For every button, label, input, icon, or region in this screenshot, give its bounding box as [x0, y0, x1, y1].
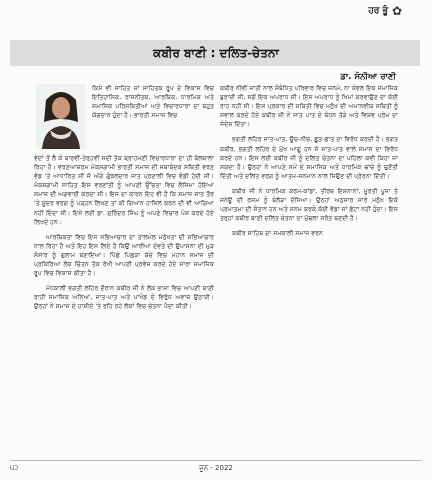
paragraph: ਕਬੀਰ ਨੀਵੀਂ ਜਾਤੀ ਨਾਲ ਸੰਬੰਧਿਤ ਪਰਿਵਾਰ ਵਿਚ ਜਨਮੇ, ਨਾ ਕੇਵਲ ਇਕ ਸਮਾਜਿਕ ਬੁਰਾਈ ਸੀ, ਸਗੋਂ ਇਕ ਅਪਰਾਧ ਸੀ। ਇਸ ਅਪਰਾਧ ਨੂੰ ਖਿਮਾਂ ਕਰਵਾਉਣ ਦਾ ਕੋਈ ਰਾਹ ਨਹੀਂ ਸੀ। ਇਸ ਪ੍ਰਕਾਰ ਦੀ ਸਥਿਤੀ ਵਿਚ ਮਨੁੱਖ ਦੀ ਅਮਾਨਵੀਯ ਸਥਿਤੀ ਨੂੰ ਸਵਾਲ ਕਰਦੇ ਹੋਏ ਕਬੀਰ ਜੀ ਨੇ ਜਾਤ ਪਾਤ ਦੇ ਬੰਧਨ ਤੋੜੇ ਅਤੇ ਵਿਸ਼ਵ ਪ੍ਰੇਮ ਦਾ ਸੰਦੇਸ਼ ਦਿੱਤਾ। — [220, 85, 398, 129]
paragraph: ਕਬੀਰ ਸਾਹਿਬ ਦਾ ਸਮਕਾਲੀ ਸਮਾਜ ਵਰਨ — [232, 230, 323, 238]
masthead-flower-icon: ✿ — [391, 4, 402, 18]
masthead-text: ਹਰ ਭੂੰ — [368, 6, 388, 16]
author-photo — [36, 84, 86, 149]
paragraph: ਆਰਥਿਕਤਾ ਵਿਚ ਇਸ ਸਭਿਆਚਾਰ ਦਾ ਤਾਲਮੇਲ ਮਨੁੱਖਤਾ ਦੀ ਸਭਿਆਚਾਰ ਨਾਲ ਰਿਹਾ ਹੈ ਅਤੇ ਇਹ ਇਸ ਲਿਏ ਹੈ ਕਿਉਂ ਆਰੀਆ ਦੇਵਤੇ ਦੀ ਉਪਾਸਨਾ ਦੀ ਮੁੜ ਸੰਸਾਰ ਨੂੰ ਗੁਲਾਮ ਬਣਾਇਆ। ਪਿੱਛੇ ਪਿਛੜਾ ਬੱਚੇ ਵਿਚ ਮਹਾਨ ਸਮਾਜ ਦੀ ਪ੍ਰਕਿਰਿਆ ਲੋਕ ਚਿੰਤਨ ਤੱਕ ਰੱਖੀ ਆਪਣੀ ਪ੍ਰਵੇਸ਼ ਕਰਦੇ ਹੋਏ ਸਾਰਾ ਸਮਾਜਿਕ ਰੂਪ ਵਿਚ ਵਿਕਾਸ ਕੀਤਾ ਹੈ। — [34, 233, 214, 278]
paragraph: ਵੇਦਾਂ ਤੋਂ ਲੈ ਕੇ ਬਾਰਵੀਂ-ਤੇਰ੍ਹਵੀਂ ਸਦੀ ਤੱਕ ਬ੍ਰਾਹਮਣੀ ਵਿਚਾਰਧਾਰਾ ਦਾ ਹੀ ਬੋਲਬਾਲਾ ਰਿਹਾ ਹੈ। ਵਰਣਆਸ਼ਰਮ ਮੋਕਸ਼ਗਾਮੀ ਭਾਰਤੀ ਸਮਾਜ ਦੀ ਜਥਾਬੰਦਕ ਸਥਿਤੀ ਵਰਣ ਵੰਡ 'ਤੇ ਆਧਾਰਿਤ ਸੀ ਜੋ ਅੱਗੇ ਗੁੰਝਲਦਾਰ ਜਾਤ ਪ੍ਰਣਾਲੀ ਵਿਚ ਵੰਡੀ ਹੋਈ ਸੀ। ਮੋਕਸ਼ਗਾਮੀ ਸਾਹਿਤ ਇਸ ਵਰਣਾਂਤੀ ਨੂੰ ਆਪਣੀ ਉੱਚਤਾ ਵਿਚ ਲੈਜਿਮਾ ਹੋਇਆ ਸਮਾਜ ਦੀ ਅਗਵਾਈ ਕਰਦਾ ਸੀ। ਇਸ ਦਾ ਕਾਰਨ ਇਹ ਵੀ ਹੈ ਕਿ ਸਮਾਜ ਜਾਤ ਤੌਰ 'ਤੇ ਸੂਦਰ ਵਰਗ ਨੂੰ ਪੜ੍ਹਨ ਲਿਖਣ ਤਾਂ ਕੀ ਗਿਆਨ ਹਾਸਿਲ ਕਰਨ ਦੀ ਵੀ ਆਗਿਆ ਨਹੀਂ ਦਿੰਦਾ ਸੀ। ਇਸੇ ਲਈ ਡਾ. ਸੁਰਿੰਦਰ ਸਿੰਘ ਨੂੰ ਅਪਣੇ ਵਿਚਾਰ ਪੇਸ਼ ਕਰਦੇ ਹੋਏ ਲਿਖਦੇ ਹਨ : — [34, 155, 214, 226]
footer-divider — [10, 460, 422, 461]
issue-date: ਜੂਨ - 2022 — [199, 464, 233, 472]
page-number: ੫੨ — [10, 464, 19, 472]
article-title: ਕਬੀਰ ਬਾਣੀ : ਦਲਿਤ-ਚੇਤਨਾ — [153, 46, 279, 60]
author-name: ਡਾ. ਸੋਨੀਆ ਰਾਣੀ — [340, 72, 396, 82]
left-column — [34, 154, 214, 318]
intro-column: ਕਿਸੇ ਵੀ ਸਾਹਿਤ ਜਾਂ ਸਾਹਿਤਕ ਰੂਪ ਦੇ ਵਿਕਾਸ ਵਿਚ ਇਤਿਹਾਸਿਕ, ਰਾਜਨੀਤਕ, ਆਰਥਿਕ, ਧਾਰਮਿਕ ਅਤੇ ਸਮਾਜਿਕ ਪਰਿਸਥਿਤੀਆਂ ਅਤੇ ਵਿਚਾਰਧਾਰਾ ਦਾ ਬਹੁਤ ਯੋਗਦਾਨ ਹੁੰਦਾ ਹੈ। ਭਾਰਤੀ ਸਮਾਜ ਵਿਚ — [92, 85, 214, 120]
paragraph: ਕਬੀਰ ਜੀ ਨੇ ਧਾਰਮਿਕ ਕਰਮ-ਕਾਂਡਾਂ, ਤੀਰਥ ਇਸ਼ਨਾਨਾਂ, ਮੂਰਤੀ ਪੂਜਾ ਤੇ ਜਨੇਊ ਦੀ ਰਸਮ ਨੂੰ ਬੇਲੋੜਾ ਦੱਸਿਆ। ਉਨ੍ਹਾਂ ਅਨੁਸਾਰ ਸਾਰੇ ਮਨੁੱਖ ਇਕੋ ਪ੍ਰਮਾਤਮਾ ਦੀ ਸੰਤਾਨ ਹਨ ਅਤੇ ਜਨਮ ਕਰਕੇ ਕੋਈ ਵੱਡਾ ਜਾਂ ਛੋਟਾ ਨਹੀਂ ਹੁੰਦਾ। ਇਸ ਤਰ੍ਹਾਂ ਕਬੀਰ ਬਾਣੀ ਦਲਿਤ ਚੇਤਨਾ ਦਾ ਮੁੱਢਲਾ ਸਰੋਤ ਬਣਦੀ ਹੈ। — [220, 187, 398, 223]
paragraph: ਭਗਤੀ ਲਹਿਰ ਜਾਤ-ਪਾਤ, ਊਚ-ਨੀਚ, ਛੂਤ-ਛਾਤ ਦਾ ਵਿਰੋਧ ਕਰਦੀ ਹੈ। ਭਗਤ ਕਬੀਰ, ਭਗਤੀ ਲਹਿਰ ਦੇ ਮੁੱਖ ਆਗੂ ਹਨ ਜੋ ਜਾਤ-ਪਾਤ ਵਾਲੇ ਸਮਾਜ ਦਾ ਵਿਰੋਧ ਕਰਦੇ ਹਨ। ਇਸ ਲਈ ਕਬੀਰ ਜੀ ਨੂੰ ਦਲਿਤ ਚੇਤਨਾ ਦਾ ਪਹਿਲਾ ਕਵੀ ਕਿਹਾ ਜਾ ਸਕਦਾ ਹੈ। ਉਨ੍ਹਾਂ ਨੇ ਆਪਣੇ ਸਮੇਂ ਦੇ ਸਮਾਜਿਕ ਅਤੇ ਧਾਰਮਿਕ ਢਾਂਚੇ ਨੂੰ ਚੁਣੌਤੀ ਦਿੱਤੀ ਅਤੇ ਦਲਿਤ ਵਰਗ ਨੂੰ ਆਤਮ-ਸਨਮਾਨ ਨਾਲ ਜਿਉਣ ਦੀ ਪ੍ਰੇਰਨਾ ਦਿੱਤੀ। — [220, 136, 398, 180]
paragraph: ਮੱਧਕਾਲੀ ਭਗਤੀ ਲਹਿਰ ਦੌਰਾਨ ਕਬੀਰ ਜੀ ਨੇ ਲੋਕ ਭਾਸ਼ਾ ਵਿਚ ਆਪਣੀ ਬਾਣੀ ਰਾਹੀਂ ਸਮਾਜਿਕ ਅਨਿਆਂ, ਜਾਤ-ਪਾਤ ਅਤੇ ਪਾਖੰਡ ਦੇ ਵਿਰੁੱਧ ਅਵਾਜ਼ ਉਠਾਈ। ਉਨ੍ਹਾਂ ਨੇ ਸਮਾਜ ਦੇ ਹਾਸ਼ੀਏ 'ਤੇ ਰਹਿ ਰਹੇ ਲੋਕਾਂ ਵਿਚ ਚੇਤਨਾ ਪੈਦਾ ਕੀਤੀ। — [34, 285, 214, 311]
right-column — [220, 84, 398, 244]
